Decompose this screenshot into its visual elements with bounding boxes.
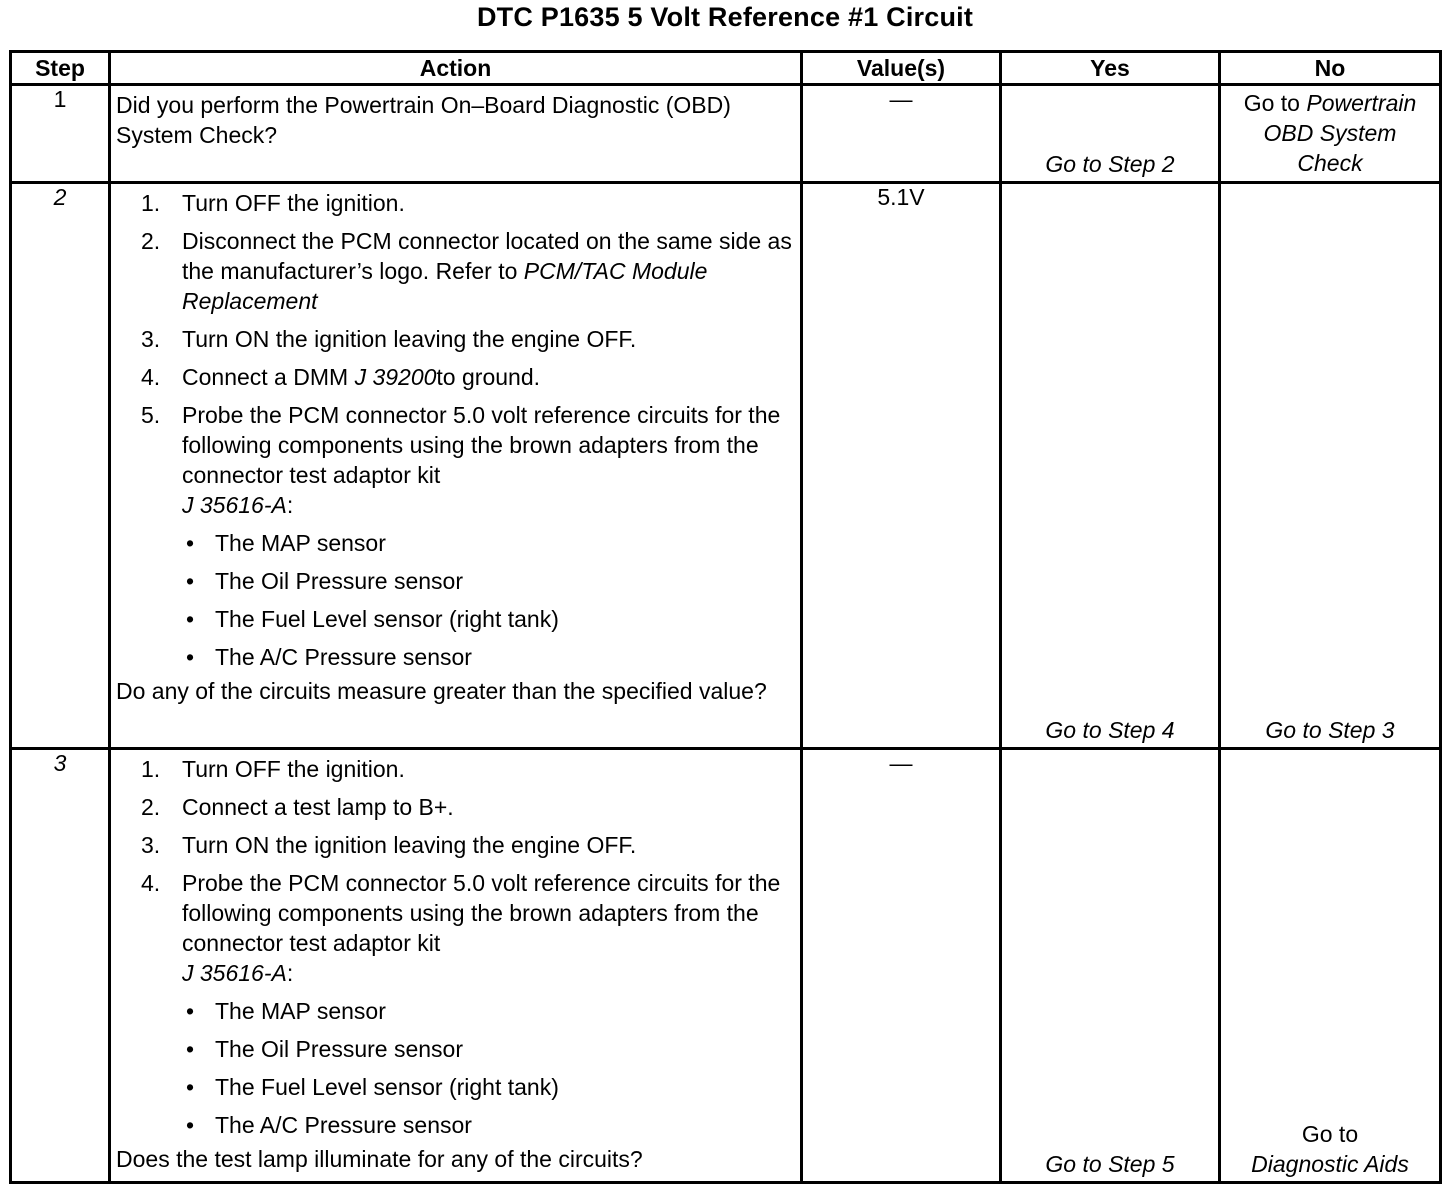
action-question: Did you perform the Powertrain On–Board Diagnostic (OBD) System Check? [116,92,731,148]
no-link[interactable]: Go to Step 3 [1265,717,1395,743]
no-cell [1220,85,1441,183]
header-action: Action [110,52,802,85]
action-question: Do any of the circuits measure greater than the specified value? [116,678,767,704]
list-item: 5. Probe the PCM connector 5.0 volt reference circuits for the following components using the brown adapters from the connector test adaptor kit J 35616-A: [141,402,781,518]
value-cell [802,85,1001,183]
tool-ref: J 35616-A [182,492,287,518]
list-item: 1. Turn OFF the ignition. [141,190,405,216]
value-text: 5.1V [877,184,925,210]
action-cell [110,749,802,1183]
list-item: • The A/C Pressure sensor [186,644,472,670]
no-link[interactable]: Powertrain OBD System Check [1263,90,1417,176]
list-item: • The MAP sensor [186,530,386,556]
action-cell [110,85,802,183]
list-item: 2. Disconnect the PCM connector located on the same side as the manufacturer’s logo. Refer to PCM/TAC Module Replacement [141,228,792,314]
component-list [116,996,792,1140]
table-row [11,183,1441,749]
list-item: • The Oil Pressure sensor [186,568,463,594]
header-yes: Yes [1001,52,1220,85]
step-cell [11,183,110,749]
list-item: • The MAP sensor [186,998,386,1024]
yes-cell [1001,183,1220,749]
list-item: 4. Connect a DMM J 39200to ground. [141,364,541,390]
list-item: 4. Probe the PCM connector 5.0 volt reference circuits for the following components using the brown adapters from the connector test adaptor kit J 35616-A: [141,870,781,986]
no-prefix: Go to [1243,90,1300,116]
action-question: Does the test lamp illuminate for any of the circuits? [116,1146,643,1172]
value-text: — [889,86,913,112]
yes-cell [1001,85,1220,183]
step-number: 3 [53,750,67,776]
list-item: • The Fuel Level sensor (right tank) [186,1074,559,1100]
no-link[interactable]: Diagnostic Aids [1251,1151,1409,1177]
instruction-list [116,188,792,520]
value-cell [802,183,1001,749]
list-item: 2. Connect a test lamp to B+. [141,794,454,820]
page-title: DTC P1635 5 Volt Reference #1 Circuit [476,2,974,32]
action-cell [110,183,802,749]
table-row [11,749,1441,1183]
yes-link[interactable]: Go to Step 5 [1045,1151,1175,1177]
reference-link[interactable]: PCM/TAC Module Replacement [182,258,708,314]
list-item: 3. Turn ON the ignition leaving the engine OFF. [141,326,637,352]
no-prefix: Go to [1301,1121,1359,1147]
header-no: No [1220,52,1441,85]
list-item: • The Oil Pressure sensor [186,1036,463,1062]
tool-ref: J 35616-A [182,960,287,986]
component-list [116,528,792,672]
table-row [11,85,1441,183]
header-values: Value(s) [802,52,1001,85]
header-step: Step [11,52,110,85]
yes-cell [1001,749,1220,1183]
list-item: 1. Turn OFF the ignition. [141,756,405,782]
yes-link[interactable]: Go to Step 2 [1045,151,1175,177]
list-item: • The A/C Pressure sensor [186,1112,472,1138]
value-text: — [889,750,913,776]
yes-link[interactable]: Go to Step 4 [1045,717,1175,743]
list-item: 3. Turn ON the ignition leaving the engine OFF. [141,832,637,858]
step-number: 1 [53,86,67,112]
step-cell [11,85,110,183]
value-cell [802,749,1001,1183]
no-cell [1220,183,1441,749]
instruction-list [116,754,792,988]
list-item: • The Fuel Level sensor (right tank) [186,606,559,632]
step-cell [11,749,110,1183]
diagnostic-table [9,50,1442,1184]
step-number: 2 [53,184,67,210]
tool-ref: J 39200 [354,364,437,390]
no-cell [1220,749,1441,1183]
header-row [11,52,1441,85]
